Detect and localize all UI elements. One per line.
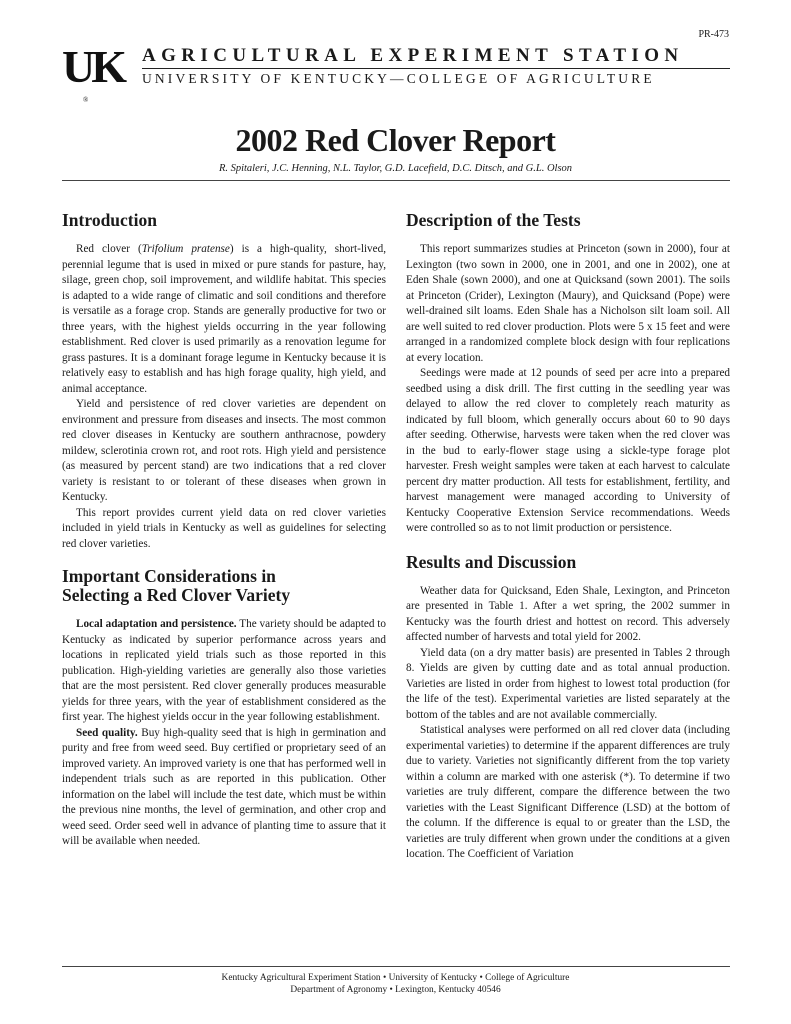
description-paragraph-1: This report summarizes studies at Princeton (sown in 2000), four at Lexington (two sown in 2000, one in 2001, and one in 2002), one at Eden Shale (sown 2000), and one at Quicksand (sown 2001). The soils at Princeton (Crider), Lexington (Maury), and Quicksand (Pope) were well-drained silt loams. Eden Shale has a Nicholson silt loam soil. All are well suited to red clover production. Plots were 5 x 15 feet and were arranged in a randomized complete block design with four replications at every location. bbox=[406, 243, 730, 364]
uk-logo-text: UK bbox=[62, 41, 123, 92]
masthead-rule bbox=[142, 68, 730, 69]
species-name: Trifolium pratense bbox=[141, 243, 230, 255]
seed-quality-lead: Seed quality. bbox=[76, 726, 138, 739]
intro-paragraph-2: Yield and persistence of red clover varieties are dependent on environment and pressure from diseases and insects. The most common red clover diseases in Kentucky are southern anthracnose, powdery mildew, sclerotinia crown rot, and root rots. High yield and persistence (as measured by percent stand) are two indications that a red clover variety is resistant to or tolerant of these diseases when grown in Kentucky. bbox=[62, 398, 386, 503]
introduction-heading: Introduction bbox=[62, 210, 157, 230]
uk-logo bbox=[62, 41, 123, 104]
intro-paragraph-1: Red clover (Trifolium pratense) is a high-quality, short-lived, perennial legume that is used in mixed or pure stands for pasture, hay, silage, green chop, soil improvement, and wildlife habitat. This species is adapted to a wide range of climatic and soil conditions and therefore is versatile as a forage crop. Stands are generally productive for two or three years, with the highest yields occurring in the year following establishment. Red clover is used primarily as a renovation legume for grass pastures. It is a dominant forage legume in Kentucky because it is relatively easy to establish and has high forage quality, high yield, and animal acceptance. bbox=[62, 243, 387, 395]
publication-number: PR-473 bbox=[698, 29, 729, 40]
right-column bbox=[406, 210, 730, 863]
considerations-paragraph-2: Seed quality. Buy high-quality seed that is high in germination and purity and free from weed seed. Buy certified or proprietary seed of an improved variety. An improved variety is one that has performed well in independent trials such as are reported in this publication. Other information on the label will include the test date, which must be within the previous nine months, the level of germination, and other crop and weed seed. Order seed well in advance of planting time to assure that it will be available when needed. bbox=[62, 726, 386, 847]
local-adaptation-lead: Local adaptation and persistence. bbox=[76, 618, 237, 630]
masthead bbox=[62, 41, 730, 104]
results-paragraph-2: Yield data (on a dry matter basis) are presented in Tables 2 through 8. Yields are given by cutting date and as total annual production. Varieties are listed in order from highest to lowest total production (for the life of the test). Experimental varieties are listed separately at the bottom of the tables and are not available commercially. bbox=[406, 646, 730, 721]
title-rule bbox=[62, 180, 730, 181]
considerations-heading: Important Considerations in Selecting a Red Clover Variety bbox=[62, 566, 291, 605]
description-heading: Description of the Tests bbox=[406, 210, 581, 230]
footer-line-1: Kentucky Agricultural Experiment Station • University of Kentucky • College of Agriculture bbox=[221, 973, 570, 983]
footer-rule bbox=[62, 966, 730, 967]
report-title: 2002 Red Clover Report bbox=[235, 122, 556, 158]
results-paragraph-1: Weather data for Quicksand, Eden Shale, Lexington, and Princeton are presented in Table 1. After a wet spring, the 2002 summer in Kentucky was the fourth driest and hottest on record. This adversely affected number of harvests and total yield for 2002. bbox=[406, 584, 730, 643]
results-heading: Results and Discussion bbox=[406, 551, 577, 572]
considerations-paragraph-1: Local adaptation and persistence. The variety should be adapted to Kentucky as indicated by superior performance across years and locations in replicated yield trials such as those reported in this publication. High-yielding varieties are generally also those varieties that are the most persistent. Red clover generally produces measurable yields for three years, with the year of establishment considered as the first year. The highest yields occur in the year following establishment. bbox=[62, 618, 386, 723]
left-column bbox=[62, 210, 386, 850]
footer bbox=[0, 972, 791, 996]
intro-paragraph-3: This report provides current yield data on red clover varieties included in yield trials in Kentucky as well as guidelines for selecting red clover varieties. bbox=[62, 506, 386, 550]
registered-mark: ® bbox=[83, 96, 89, 104]
description-paragraph-2: Seedings were made at 12 pounds of seed per acre into a prepared seedbed using a disk drill. The first cutting in the seedling year was delayed to allow the red clover to completely reach maturity as indicated by full bloom, which generally occurs about 60 to 90 days after seeding. Otherwise, harvests were taken when the red clover was in the bud to early-flower stage using a sickle-type forage plot harvester. Fresh weight samples were taken at each harvest to calculate percent dry matter production. All tests for establishment, fertility, and harvest management were managed according to University of Kentucky Cooperative Extension Service recommendations. Weeds were controlled so as to not limit production or persistence. bbox=[406, 367, 730, 534]
station-name: AGRICULTURAL EXPERIMENT STATION bbox=[142, 45, 684, 66]
authors: R. Spitaleri, J.C. Henning, N.L. Taylor, G.D. Lacefield, D.C. Ditsch, and G.L. Olson bbox=[218, 163, 573, 174]
results-paragraph-3: Statistical analyses were performed on all red clover data (including experimental varieties) to determine if the apparent differences are truly due to variety. Varieties not significantly different from the top variety within a column are marked with one asterisk (*). To determine if two varieties are truly different, compare the difference between the two varieties with the Least Significant Difference (LSD) at the bottom of the column. If the difference is equal to or greater than the LSD, the varieties are truly different when grown under the conditions at a given location. The Coefficient of Variation bbox=[406, 724, 730, 860]
college-name: UNIVERSITY OF KENTUCKY—COLLEGE OF AGRICULTURE bbox=[142, 71, 655, 86]
footer-line-2: Department of Agronomy • Lexington, Kentucky 40546 bbox=[290, 985, 501, 995]
